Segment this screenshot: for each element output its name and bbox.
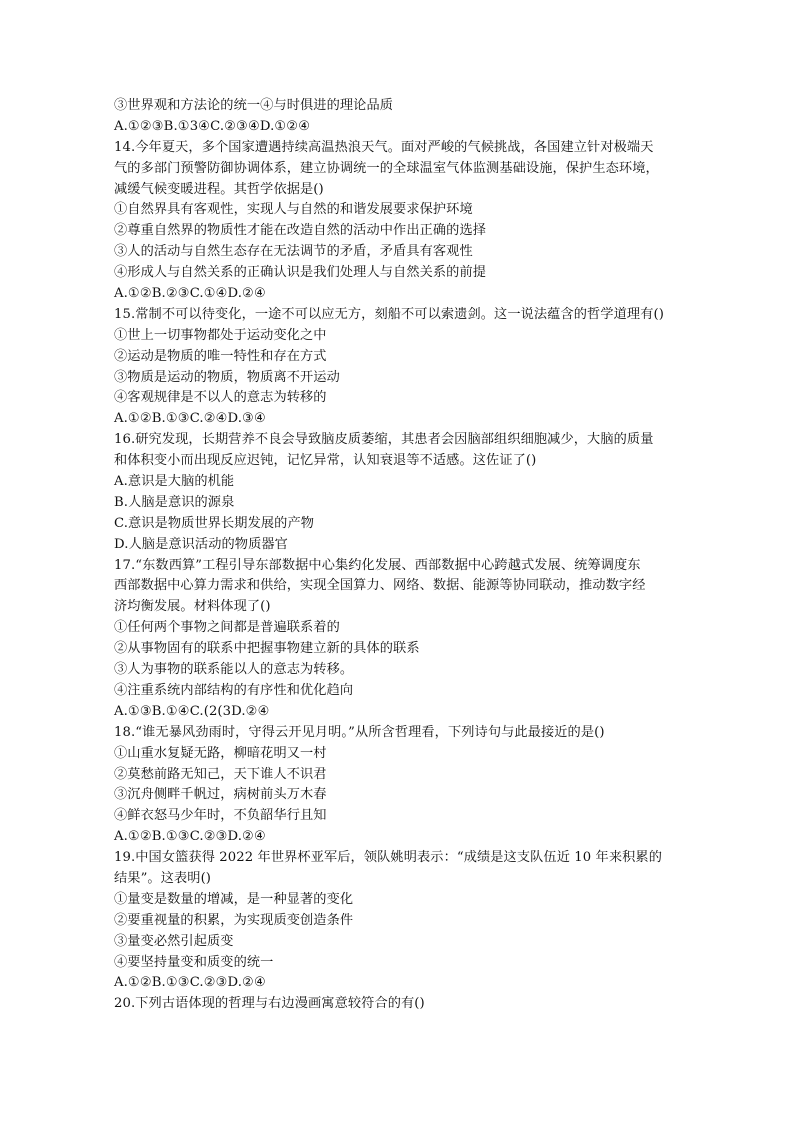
question-17-option: ③人为事物的联系能以人的意志为转移。 — [114, 662, 354, 678]
question-14-stem: 气的多部门预警防御协调体系，建立协调统一的全球温室气体监测基础设施，保护生态环境， — [114, 160, 659, 176]
question-15-option: ③物质是运动的物质，物质离不开运动 — [114, 369, 340, 385]
question-14-option: ④形成人与自然关系的正确认识是我们处理人与自然关系的前提 — [114, 265, 487, 281]
question-16-option: D.人脑是意识活动的物质器官 — [114, 536, 288, 552]
question-17-option: ①任何两个事物之间都是普遍联系着的 — [114, 620, 340, 636]
question-16-stem: 和体积变小而出现反应迟钝，记忆异常，认知衰退等不适感。这佐证了() — [114, 453, 537, 469]
question-15-option: ④客观规律是不以人的意志为转移的 — [114, 390, 327, 406]
question-14-answers: A.①②B.②③C.①④D.②④ — [114, 286, 266, 302]
question-16-stem: 16.研究发现，长期营养不良会导致脑皮质萎缩，其患者会因脑部组织细胞减少，大脑的质量 — [114, 432, 654, 448]
question-19-stem: 19.中国女篮获得 2022 年世界杯亚军后，领队姚明表示：“成绩是这支队伍近 10 年来积累的 — [114, 850, 662, 866]
question-20-stem: 20.下列古语体现的哲理与右边漫画寓意较符合的有() — [114, 996, 425, 1012]
question-18-answers: A.①②B.①③C.②③D.②④ — [114, 829, 266, 845]
question-18-option: ④鲜衣怒马少年时，不负韶华行且知 — [114, 808, 327, 824]
question-18-option: ②莫愁前路无知己，天下谁人不识君 — [114, 766, 327, 782]
question-16-option: A.意识是大脑的机能 — [114, 474, 235, 490]
question-18-stem: 18.“谁无暴风劲雨时，守得云开见月明。”从所含哲理看，下列诗句与此最接近的是() — [114, 724, 605, 740]
question-17-stem: 济均衡发展。材料体现了() — [114, 599, 271, 615]
question-15-option: ②运动是物质的唯一特性和存在方式 — [114, 348, 327, 364]
answer-options-line: A.①②③B.①3④C.②③④D.①②④ — [114, 118, 311, 134]
question-16-option: B.人脑是意识的源泉 — [114, 494, 235, 510]
question-14-option: ①自然界具有客观性，实现人与自然的和谐发展要求保护环境 — [114, 202, 473, 218]
question-19-option: ①量变是数量的增减，是一种显著的变化 — [114, 891, 354, 907]
question-17-answers: A.①③B.①④C.(2(3D.②④ — [114, 703, 270, 719]
question-16-option: C.意识是物质世界长期发展的产物 — [114, 515, 315, 531]
question-17-stem: 西部数据中心算力需求和供给，实现全国算力、网络、数据、能源等协同联动，推动数字经 — [114, 578, 646, 594]
question-17-option: ②从事物固有的联系中把握事物建立新的具体的联系 — [114, 641, 420, 657]
question-14-stem: 减缓气候变暖进程。其哲学依据是() — [114, 181, 324, 197]
text-line: ③世界观和方法论的统一④与时俱进的理论品质 — [114, 98, 394, 113]
question-18-option: ①山重水复疑无路，柳暗花明又一村 — [114, 745, 327, 761]
question-19-stem: 结果”。这表明() — [114, 870, 212, 886]
question-19-option: ②要重视量的积累，为实现质变创造条件 — [114, 912, 354, 928]
question-19-option: ③量变必然引起质变 — [114, 933, 234, 949]
question-19-option: ④要坚持量变和质变的统一 — [114, 954, 274, 970]
question-14-option: ③人的活动与自然生态存在无法调节的矛盾，矛盾具有客观性 — [114, 244, 473, 260]
question-14-stem: 14.今年夏天，多个国家遭遇持续高温热浪天气。面对严峻的气候挑战，各国建立针对极端天 — [114, 139, 654, 155]
question-15-stem: 15.常制不可以待变化，一途不可以应无方，刻船不可以索遗剑。这一说法蕴含的哲学道理有() — [114, 306, 664, 322]
question-19-answers: A.①②B.①③C.②③D.②④ — [114, 975, 266, 991]
document-page — [114, 96, 684, 1015]
question-15-option: ①世上一切事物都处于运动变化之中 — [114, 327, 327, 343]
question-17-stem: 17.“东数西算”工程引导东部数据中心集约化发展、西部数据中心跨越式发展、统筹调度东 — [114, 557, 641, 573]
question-18-option: ③沉舟侧畔千帆过，病树前头万木春 — [114, 787, 327, 803]
question-15-answers: A.①②B.①③C.②④D.③④ — [114, 411, 266, 427]
question-14-option: ②尊重自然界的物质性才能在改造自然的活动中作出正确的选择 — [114, 223, 487, 239]
question-17-option: ④注重系统内部结构的有序性和优化趋向 — [114, 682, 354, 698]
